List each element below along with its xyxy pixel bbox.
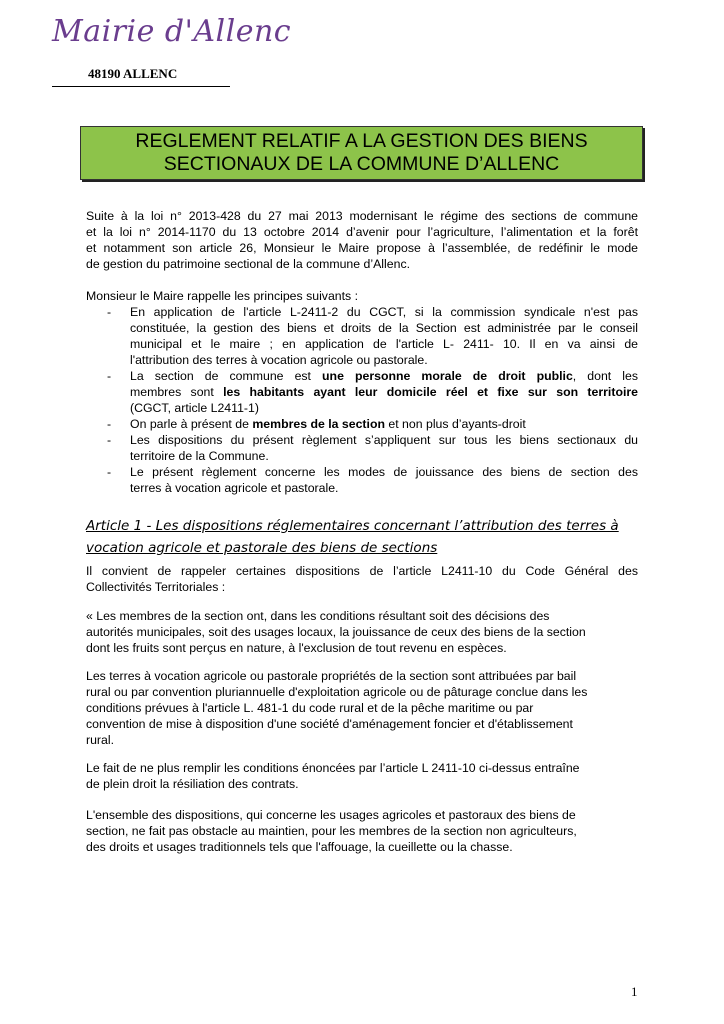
quote-4-line-2: section, ne fait pas obstacle au maintien, pour les membres de la section non agriculteurs, — [86, 824, 577, 838]
bold-text-run: membres de la section — [252, 417, 385, 431]
quote-1-line-1: « Les membres de la section ont, dans les conditions résultant soit des décisions des — [86, 609, 550, 623]
bullet-2-line-2 — [130, 385, 638, 399]
bullet-2-line-1 — [130, 369, 638, 383]
bullet-4-line-1: Les dispositions du présent règlement s’appliquent sur tous les biens sectionaux du — [130, 433, 638, 447]
intro-line-2: et la loi n° 2014-1170 du 13 octobre 2014 d’avenir pour l’agriculture, l’alimentation et la forêt — [86, 225, 638, 239]
bold-text-run: les habitants ayant leur domicile réel et fixe sur son territoire — [223, 385, 638, 399]
bold-text-run: une personne morale de droit public — [322, 369, 573, 383]
quote-3-line-2: de plein droit la résiliation des contrats. — [86, 777, 299, 791]
text-run: et non plus d’ayants-droit — [384, 417, 526, 431]
bullet-dash: - — [107, 417, 112, 431]
quote-2-line-3: conditions prévues à l'article L. 481-1 du code rural et de la pêche maritime ou par — [86, 701, 534, 715]
bullet-dash: - — [107, 305, 112, 319]
document-title-line-1: REGLEMENT RELATIF A LA GESTION DES BIENS — [135, 130, 588, 152]
article-1-p1-line-1: Il convient de rappeler certaines dispositions de l’article L2411-10 du Code Général des — [86, 564, 638, 578]
text-run: On parle à présent de — [130, 417, 253, 431]
quote-3-line-1: Le fait de ne plus remplir les conditions énoncées par l’article L 2411-10 ci-dessus entraîne — [86, 761, 580, 775]
mairie-logo: Mairie d'Allenc — [52, 14, 292, 49]
header-divider — [52, 86, 230, 87]
bullet-2-line-3: (CGCT, article L2411-1) — [130, 401, 259, 415]
quote-2-line-1: Les terres à vocation agricole ou pastorale propriétés de la section sont attribuées par bail — [86, 669, 577, 683]
postal-address: 48190 ALLENC — [88, 66, 178, 81]
quote-4-line-3: des droits et usages traditionnels tels que l'affouage, la cueillette ou la chasse. — [86, 840, 513, 854]
quote-2-line-2: rural ou par convention pluriannuelle d'exploitation agricole ou de pâturage conclue dans les — [86, 685, 588, 699]
bullet-1-line-4: l'attribution des terres à vocation agricole ou pastorale. — [130, 353, 428, 367]
bullet-dash: - — [107, 433, 112, 447]
quote-4-line-1: L'ensemble des dispositions, qui concerne les usages agricoles et pastoraux des biens de — [86, 808, 576, 822]
intro-line-3: et notamment son article 26, Monsieur le Maire propose à l’assemblée, de redéfinir le mode — [86, 241, 638, 255]
intro-line-1: Suite à la loi n° 2013-428 du 27 mai 2013 modernisant le régime des sections de commune — [86, 209, 638, 223]
principles-intro: Monsieur le Maire rappelle les principes suivants : — [86, 289, 359, 303]
bullet-1-line-2: constituée, la gestion des biens et droits de la Section est administrée par le conseil — [130, 321, 638, 335]
page-number: 1 — [631, 984, 638, 999]
quote-2-line-5: rural. — [86, 733, 115, 747]
bullet-5-line-2: terres à vocation agricole et pastorale. — [130, 481, 339, 495]
text-run: La section de commune est — [130, 369, 323, 383]
bullet-4-line-2: territoire de la Commune. — [130, 449, 269, 463]
article-1-heading-line-1: Article 1 - Les dispositions réglementaires concernant l’attribution des terres à — [86, 518, 619, 534]
bullet-1-line-1: En application de l'article L-2411-2 du CGCT, si la commission syndicale n'est pas — [130, 305, 638, 319]
text-run: , dont les — [572, 369, 638, 383]
document-title-line-2: SECTIONAUX DE LA COMMUNE D’ALLENC — [163, 153, 560, 175]
bullet-1-line-3: municipal et le maire ; en application de l'article L- 2411- 10. Il en va ainsi de — [130, 337, 638, 351]
document-title-box — [80, 126, 643, 180]
quote-2-line-4: convention de mise à disposition d'une société d'aménagement foncier et d'établissement — [86, 717, 573, 731]
article-1-p1-line-2: Collectivités Territoriales : — [86, 580, 226, 594]
quote-1-line-2: autorités municipales, soit des usages locaux, la jouissance de ceux des biens de la section — [86, 625, 586, 639]
bullet-3-line-1 — [130, 417, 526, 431]
intro-line-4: de gestion du patrimoine sectional de la commune d’Allenc. — [86, 257, 411, 271]
article-1-heading-line-2: vocation agricole et pastorale des biens de sections — [86, 540, 438, 556]
quote-1-line-3: dont les fruits sont perçus en nature, à l'exclusion de tout revenu en espèces. — [86, 641, 507, 655]
bullet-dash: - — [107, 369, 112, 383]
bullet-5-line-1: Le présent règlement concerne les modes de jouissance des biens de section des — [130, 465, 638, 479]
text-run: membres sont — [130, 385, 224, 399]
bullet-dash: - — [107, 465, 112, 479]
